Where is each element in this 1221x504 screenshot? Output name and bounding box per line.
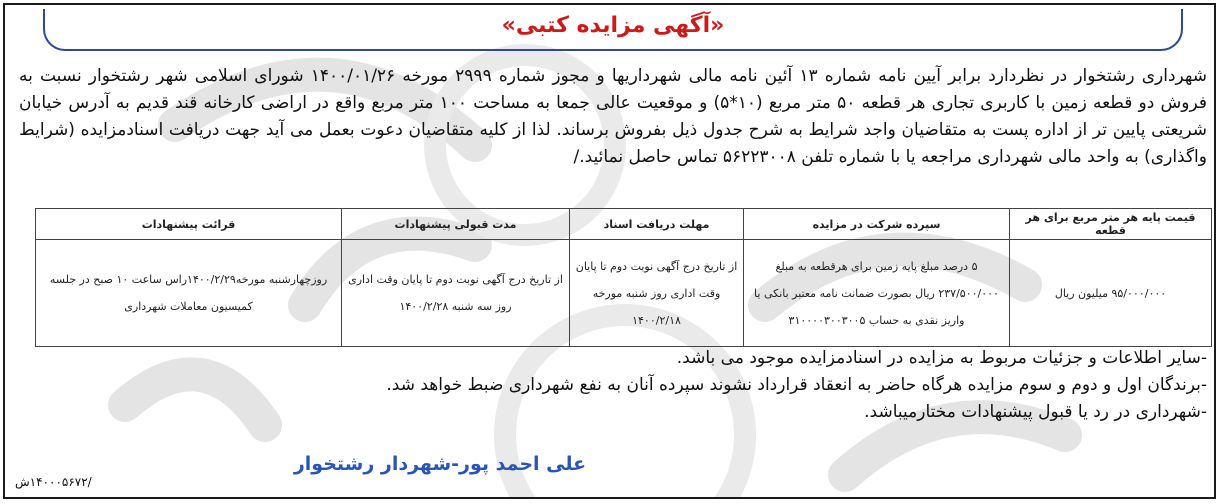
- cell-acceptance-period: از تاریخ درج آگهی نوبت دوم تا پایان وقت اداری روز سه شنبه ۱۴۰۰/۲/۲۸: [342, 240, 570, 347]
- header-document-deadline: مهلت دریافت اسناد: [570, 209, 744, 240]
- header-base-price: قیمت پایه هر متر مربع برای هر قطعه: [1010, 209, 1212, 240]
- notes-list: [19, 345, 1207, 426]
- note-item: -سایر اطلاعات و جزئیات مربوط به مزایده در اسنادمزایده موجود می باشد.: [676, 348, 1207, 368]
- table-header-row: [36, 209, 1212, 240]
- note-item: -شهرداری در رد یا قبول پیشنهادات مختارمیباشد.: [864, 402, 1207, 422]
- ad-frame: [3, 3, 1216, 499]
- intro-paragraph: شهرداری رشتخوار در نظردارد برابر آیین نامه شماره ۱۳ آئین نامه مالی شهرداریها و مجوز شماره ۲۹۹۹ مورخه ۱۴۰۰/۰۱/۲۶ شورای اسلامی شهر رشتخوار نسبت به فروش دو قطعه زمین با کاربری تجاری هر قطعه ۵۰ متر مربع (۱۰*۵) و موقعیت عالی جمعا به مساحت ۱۰۰ متر مربع واقع در اراضی کارخانه قند قدیم به آدرس خیابان شریعتی پایین تر از اداره پست به متقاضیان واجد شرایط به شرح جدول ذیل بفروش برساند. لذا از کلیه متقاضیان دعوت بعمل می آید جهت دریافت اسنادمزایده (شرایط واگذاری) به واحد مالی شهرداری مراجعه یا با شماره تلفن ۵۶۲۲۳۰۰۸ تماس حاصل نمائید./: [19, 66, 1208, 167]
- header-deposit: سپرده شرکت در مزایده: [744, 209, 1010, 240]
- cell-base-price: ۹۵/۰۰۰/۰۰۰ میلیون ریال: [1010, 240, 1212, 347]
- header-acceptance-period: مدت قبولی پیشنهادات: [342, 209, 570, 240]
- cell-bid-opening: روزچهارشنبه مورخه۱۴۰۰/۲/۲۹راس ساعت ۱۰ صبح در جلسه کمیسیون معاملات شهرداری: [36, 240, 342, 347]
- title-banner: [43, 9, 1183, 51]
- header-bid-opening: قرائت پیشنهادات: [36, 209, 342, 240]
- cell-document-deadline: از تاریخ درج آگهی نوبت دوم تا پایان وقت اداری روز شنبه مورخه ۱۴۰۰/۲/۱۸: [570, 240, 744, 347]
- ad-title: «آگهی مزایده کتبی»: [501, 13, 725, 38]
- mayor-signature: علی احمد پور-شهردار رشتخوار: [293, 453, 587, 475]
- auction-table: [35, 208, 1212, 347]
- cell-deposit: ۵ درصد مبلغ پایه زمین برای هرقطعه به مبلغ ۲۳۷/۵۰۰/۰۰۰ ریال بصورت ضمانت نامه معتبر بانکی یا واریز نقدی به حساب ۳۱۰۰۰۰۳۰۰۳۰۰۵: [744, 240, 1010, 347]
- reference-number: /۱۴۰۰۰۵۶۷۲ش: [15, 475, 92, 489]
- note-item: -برندگان اول و دوم و سوم مزایده هرگاه حاضر به انعقاد قرارداد نشوند سپرده آنان به نفع شهرداری ضبط خواهد شد.: [386, 375, 1207, 395]
- table-row: [36, 240, 1212, 347]
